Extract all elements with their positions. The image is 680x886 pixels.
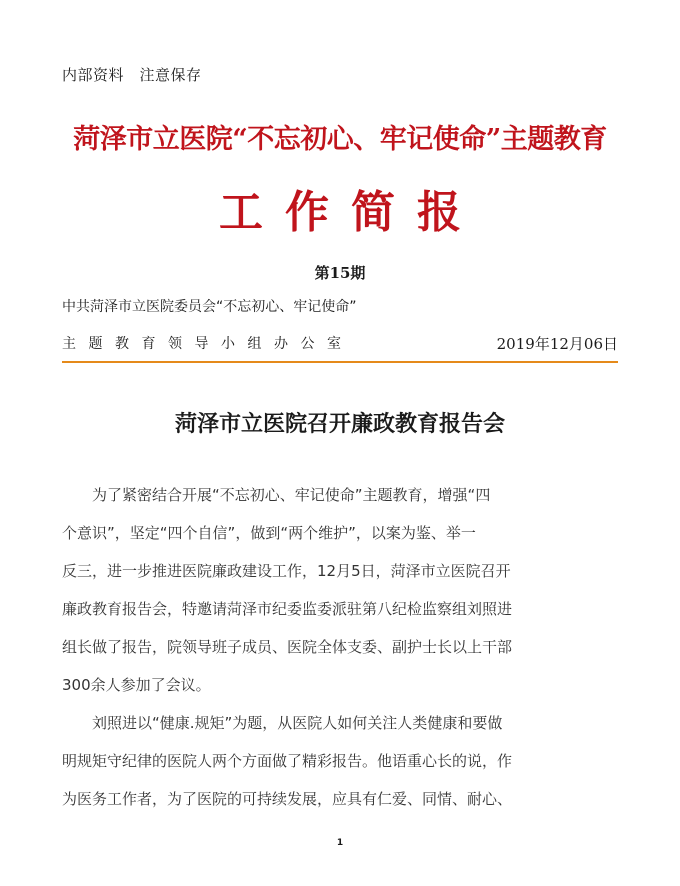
article-body: [62, 483, 618, 825]
masthead-title: 菏泽市立医院“不忘初心、牢记使命”主题教育: [73, 124, 607, 155]
body-line: 为了紧密结合开展“不忘初心、牢记使命”主题教育，增强“四: [62, 486, 491, 504]
header-divider: [62, 361, 618, 363]
issuing-org-line1: 中共菏泽市立医院委员会“不忘初心、牢记使命”: [62, 299, 357, 315]
body-line: 300余人参加了会议。: [62, 676, 211, 694]
body-line: 刘照进以“健康.规矩”为题，从医院人如何关注人类健康和要做: [62, 714, 503, 732]
body-line: 组长做了报告，院领导班子成员、医院全体支委、副护士长以上干部: [62, 638, 513, 656]
confidential-label: 内部资料 注意保存: [62, 66, 202, 84]
page-number: 1: [336, 838, 344, 848]
issuing-org-line2: 主题教育领导小组办公室: [62, 336, 354, 352]
body-line: 廉政教育报告会，特邀请菏泽市纪委监委派驻第八纪检监察组刘照进: [62, 600, 513, 618]
body-line: 为医务工作者，为了医院的可持续发展，应具有仁爱、同情、耐心、: [62, 790, 513, 808]
issue-number: 第15期: [314, 264, 366, 282]
body-line: 明规矩守纪律的医院人两个方面做了精彩报告。他语重心长的说，作: [62, 752, 513, 770]
bulletin-title: 工作简报: [219, 187, 483, 238]
body-line: 个意识”，坚定“四个自信”，做到“两个维护”，以案为鉴、举一: [62, 524, 476, 542]
issue-date: 2019年12月06日: [496, 335, 618, 353]
body-line: 反三，进一步推进医院廉政建设工作，12月5日，菏泽市立医院召开: [62, 562, 511, 580]
article-title: 菏泽市立医院召开廉政教育报告会: [174, 411, 505, 437]
